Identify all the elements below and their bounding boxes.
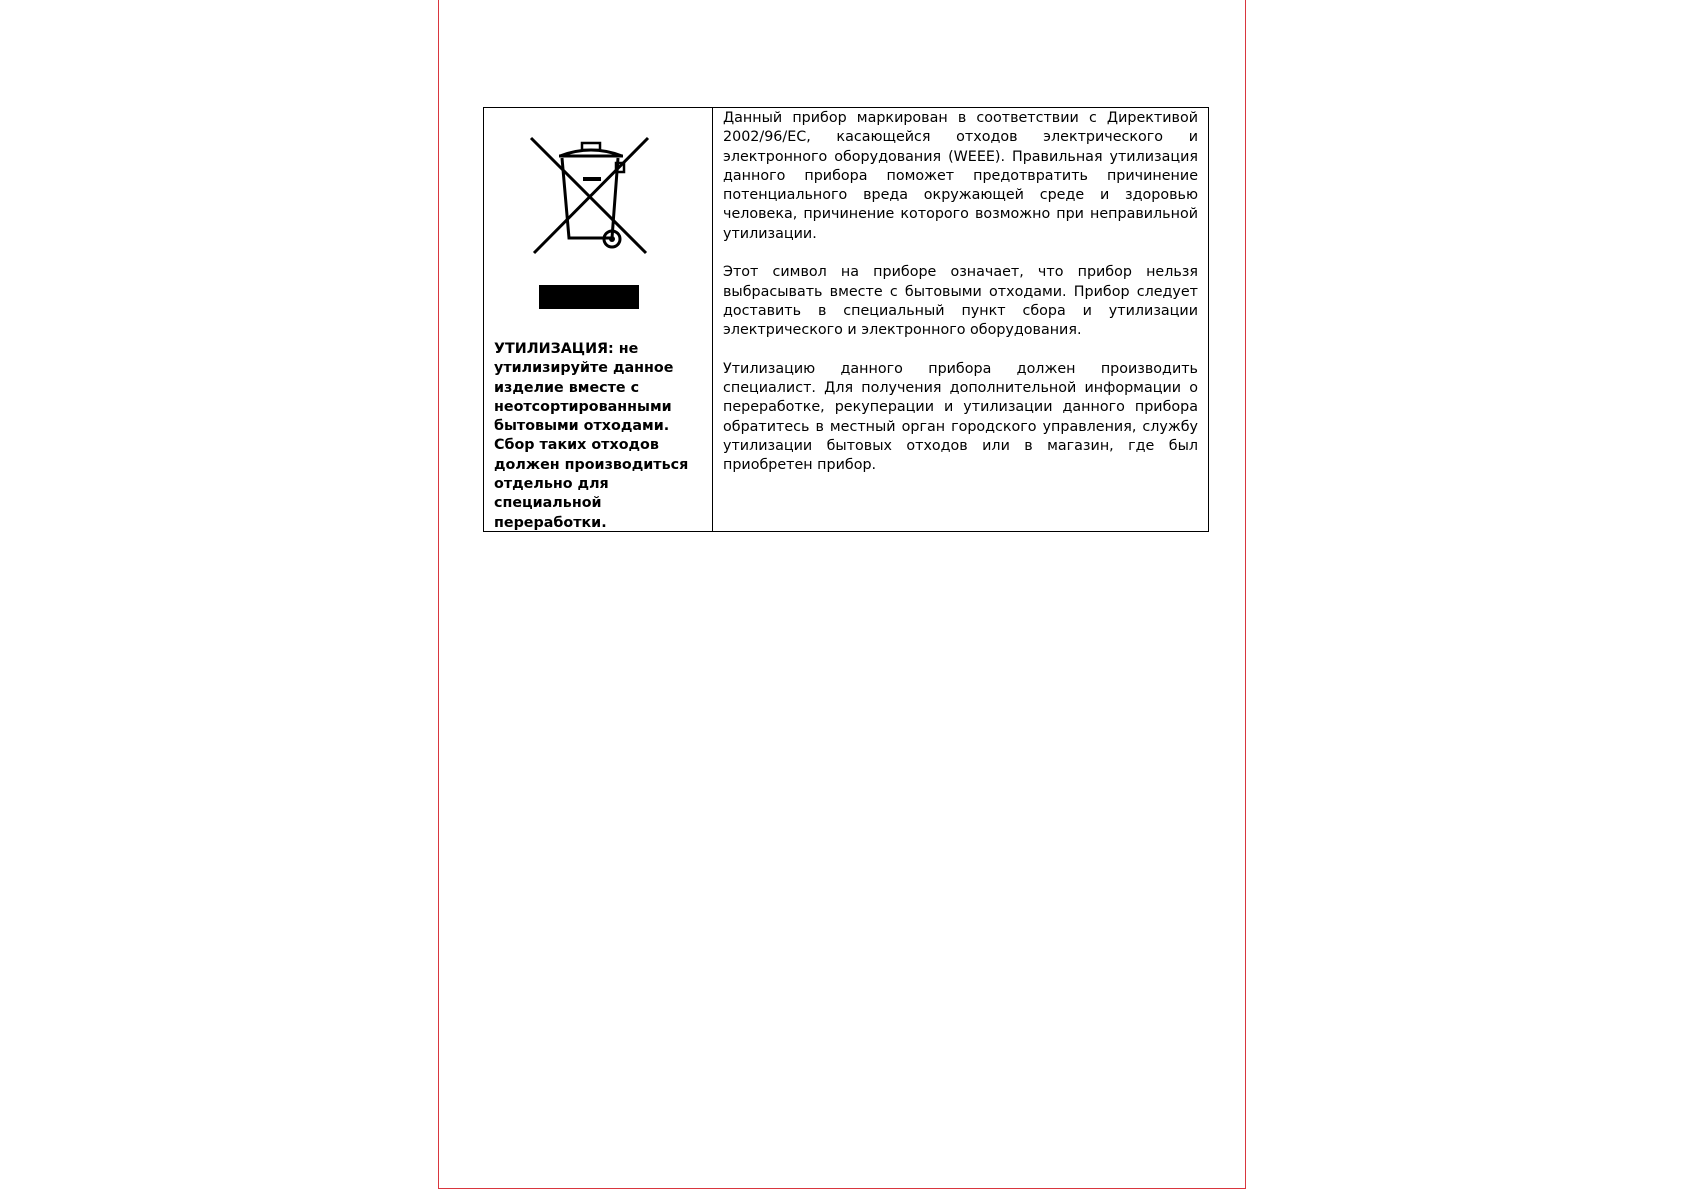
symbol-cell: [484, 108, 713, 531]
disposal-warning: УТИЛИЗАЦИЯ: не утилизируйте данное изделие вместе с неотсортированными бытовыми отходами. Сбор таких отходов должен производиться отдельно для специальной переработки.: [494, 341, 689, 531]
weee-directive-paragraph: Данный прибор маркирован в соответствии с Директивой 2002/96/EC, касающейся отходов электрического и электронного оборудования (WEEE). Правильная утилизация данного прибора поможет предотвратить причинение потенциального вреда окружающей среде и здоровью человека, причинение которого возможно при неправильной утилизации.: [723, 110, 1198, 242]
symbol-meaning-paragraph: Этот символ на приборе означает, что прибор нельзя выбрасывать вместе с бытовыми отходами. Прибор следует доставить в специальный пункт сбора и утилизации электрического и электронного оборудования.: [723, 264, 1198, 339]
weee-info-table: [483, 107, 1209, 532]
black-bar: [539, 285, 639, 309]
contact-info-paragraph: Утилизацию данного прибора должен производить специалист. Для получения дополнительной информации о переработке, рекуперации и утилизации данного прибора обратитесь в местный орган городского управления, службу утилизации бытовых отходов или в магазин, где был приобретен прибор.: [723, 360, 1198, 474]
info-cell: [713, 108, 1208, 531]
crossed-out-wheelie-bin-icon: [526, 135, 652, 261]
document-page: [438, 0, 1246, 1189]
